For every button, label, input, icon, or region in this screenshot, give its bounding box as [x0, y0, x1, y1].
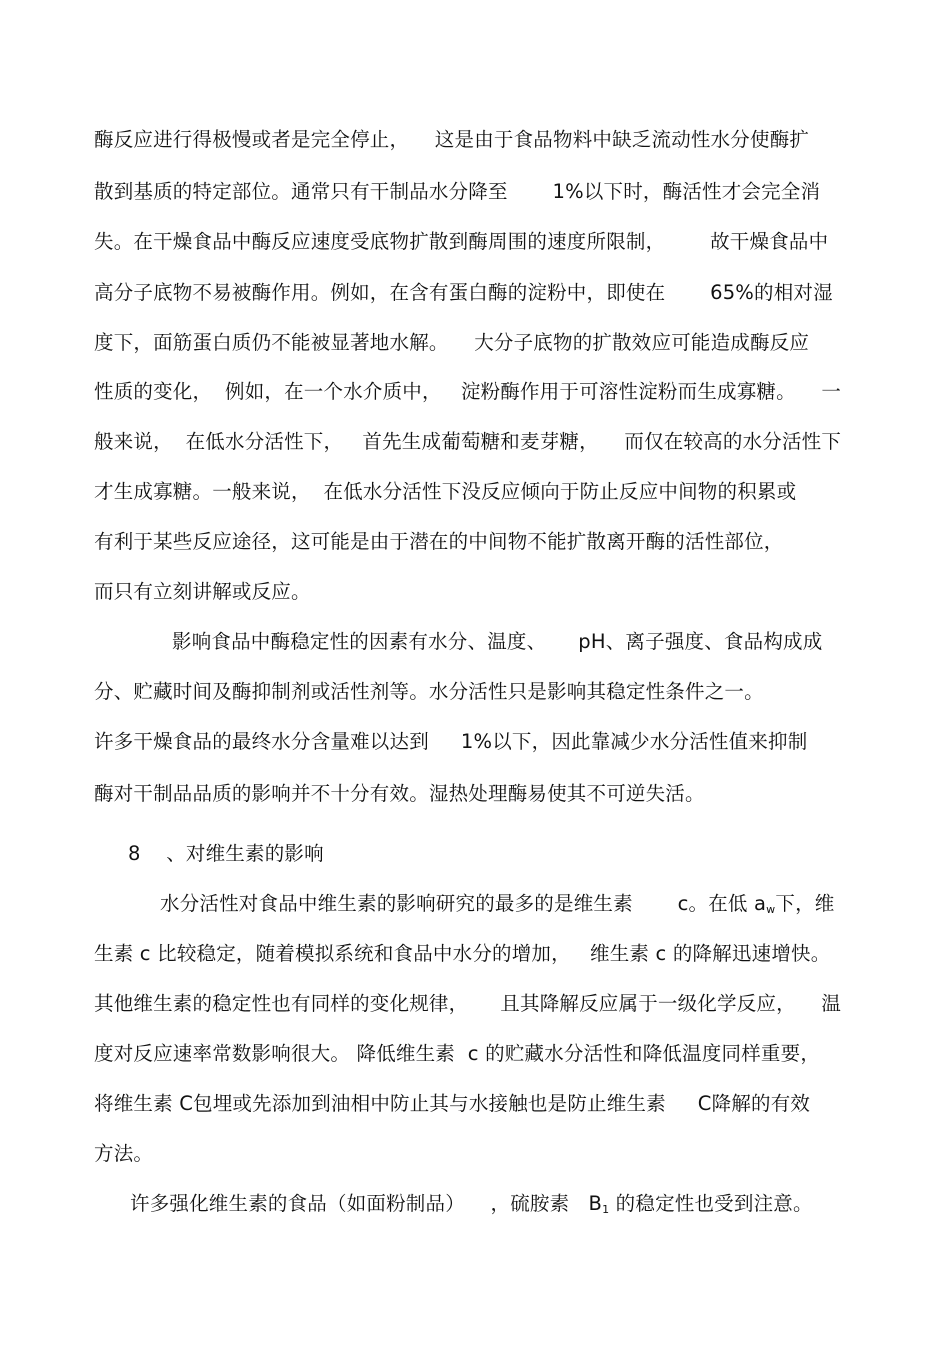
- text-line: 影响食品中酶稳定性的因素有水分、温度、 pH、离子强度、食品构成成: [172, 630, 823, 653]
- text-line: [130, 1192, 813, 1222]
- text-segment: 许多强化维生素的食品（如面粉制品） ，硫胺素 B: [130, 1192, 603, 1215]
- text-line: 般来说， 在低水分活性下， 首先生成葡萄糖和麦芽糖， 而仅在较高的水分活性下: [94, 430, 842, 453]
- text-line: 有利于某些反应途径，这可能是由于潜在的中间物不能扩散离开酶的活性部位，: [94, 530, 784, 553]
- text-segment: 的稳定性也受到注意。: [609, 1192, 813, 1215]
- text-line: 将维生素 C包埋或先添加到油相中防止其与水接触也是防止维生素 C降解的有效: [94, 1092, 811, 1115]
- text-line: 才生成寡糖。一般来说， 在低水分活性下没反应倾向于防止反应中间物的积累或: [94, 480, 797, 503]
- text-line: 度对反应速率常数影响很大。 降低维生素 c 的贮藏水分活性和降低温度同样重要，: [94, 1042, 821, 1065]
- text-line: 酶反应进行得极慢或者是完全停止， 这是由于食品物料中缺乏流动性水分使酶扩: [94, 128, 810, 151]
- subscript: 1: [602, 1203, 610, 1216]
- text-line: 散到基质的特定部位。通常只有干制品水分降至 1%以下时，酶活性才会完全消: [94, 180, 821, 203]
- section-heading: 8 、对维生素的影响: [128, 842, 324, 865]
- text-line: 许多干燥食品的最终水分含量难以达到 1%以下，因此靠减少水分活性值来抑制: [94, 730, 808, 753]
- text-line: 高分子底物不易被酶作用。例如，在含有蛋白酶的淀粉中，即使在 65%的相对湿: [94, 281, 833, 304]
- text-line: 度下，面筋蛋白质仍不能被显著地水解。 大分子底物的扩散效应可能造成酶反应: [94, 331, 810, 354]
- text-line: 其他维生素的稳定性也有同样的变化规律， 且其降解反应属于一级化学反应， 温: [94, 992, 842, 1015]
- text-segment: 水分活性对食品中维生素的影响研究的最多的是维生素 c。在低 a: [160, 892, 767, 915]
- text-line: 失。在干燥食品中酶反应速度受底物扩散到酶周围的速度所限制， 故干燥食品中: [94, 230, 829, 253]
- text-line: 分、贮藏时间及酶抑制剂或活性剂等。水分活性只是影响其稳定性条件之一。: [94, 680, 764, 703]
- text-line: 生素 c 比较稳定，随着模拟系统和食品中水分的增加， 维生素 c 的降解迅速增快。: [94, 942, 831, 965]
- text-line: 酶对干制品品质的影响并不十分有效。湿热处理酶易使其不可逆失活。: [94, 782, 705, 805]
- subscript: w: [766, 903, 776, 916]
- text-line: 而只有立刻讲解或反应。: [94, 580, 311, 603]
- text-segment: 下，维: [775, 892, 835, 915]
- text-line: 性质的变化， 例如，在一个水介质中， 淀粉酶作用于可溶性淀粉而生成寡糖。 一: [94, 380, 842, 403]
- text-line: 方法。: [94, 1142, 154, 1165]
- text-line: [160, 892, 834, 922]
